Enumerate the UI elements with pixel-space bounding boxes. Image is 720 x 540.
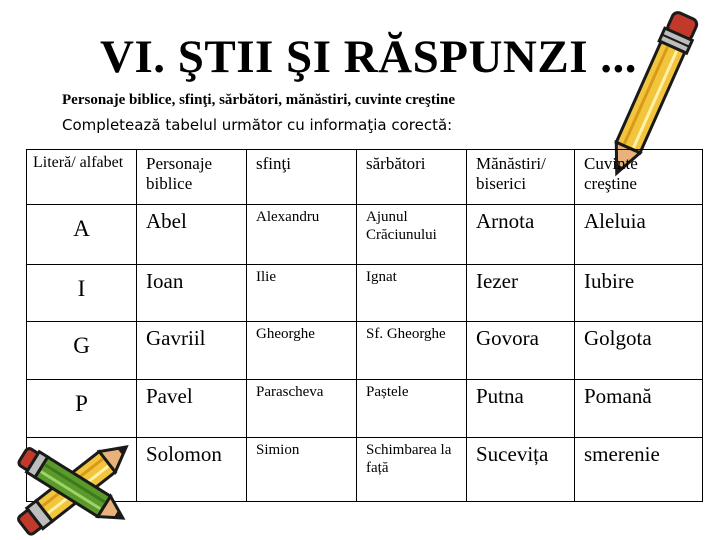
table-cell: Solomon (137, 438, 247, 502)
crossed-pencils-icon (0, 432, 150, 538)
table-cell: Govora (467, 322, 575, 380)
table-cell: Ilie (247, 265, 357, 322)
table-cell: Schimbarea la față (357, 438, 467, 502)
table-cell: Ignat (357, 265, 467, 322)
table-cell: Sf. Gheorghe (357, 322, 467, 380)
table-cell: Ioan (137, 265, 247, 322)
subtitle: Personaje biblice, sfinţi, sărbători, mănăstiri, cuvinte creştine (62, 92, 456, 108)
table-cell: Simion (247, 438, 357, 502)
table-cell: Golgota (575, 322, 703, 380)
letter-cell: P (27, 380, 137, 438)
header-cell: Literă/ alfabet (27, 150, 137, 205)
table-cell: Parascheva (247, 380, 357, 438)
table-row (27, 380, 703, 438)
header-cell: Cuvinte creştine (575, 150, 703, 205)
letter-cell: I (27, 265, 137, 322)
table-cell: Arnota (467, 205, 575, 265)
table-cell: Alexandru (247, 205, 357, 265)
table-row (27, 205, 703, 265)
table-cell: Paștele (357, 380, 467, 438)
header-cell: Mănăstiri/ biserici (467, 150, 575, 205)
header-cell: Personaje biblice (137, 150, 247, 205)
letter-cell: G (27, 322, 137, 380)
table-header-row (27, 150, 703, 205)
table-cell: Putna (467, 380, 575, 438)
table-cell: Aleluia (575, 205, 703, 265)
table-cell: Pomană (575, 380, 703, 438)
header-cell: sărbători (357, 150, 467, 205)
table-row (27, 265, 703, 322)
table-cell: smerenie (575, 438, 703, 502)
table-cell: Pavel (137, 380, 247, 438)
table-cell: Abel (137, 205, 247, 265)
table-cell: Sucevița (467, 438, 575, 502)
letter-cell: A (27, 205, 137, 265)
instruction-text: Completează tabelul următor cu informaţia corectă: (62, 116, 453, 134)
table-cell: Iubire (575, 265, 703, 322)
table-cell: Gheorghe (247, 322, 357, 380)
header-cell: sfinţi (247, 150, 357, 205)
page-title: VI. ŞTII ŞI RĂSPUNZI ... (100, 31, 637, 83)
table-cell: Gavriil (137, 322, 247, 380)
table-row (27, 322, 703, 380)
table-cell: Iezer (467, 265, 575, 322)
table-cell: Ajunul Crăciunului (357, 205, 467, 265)
